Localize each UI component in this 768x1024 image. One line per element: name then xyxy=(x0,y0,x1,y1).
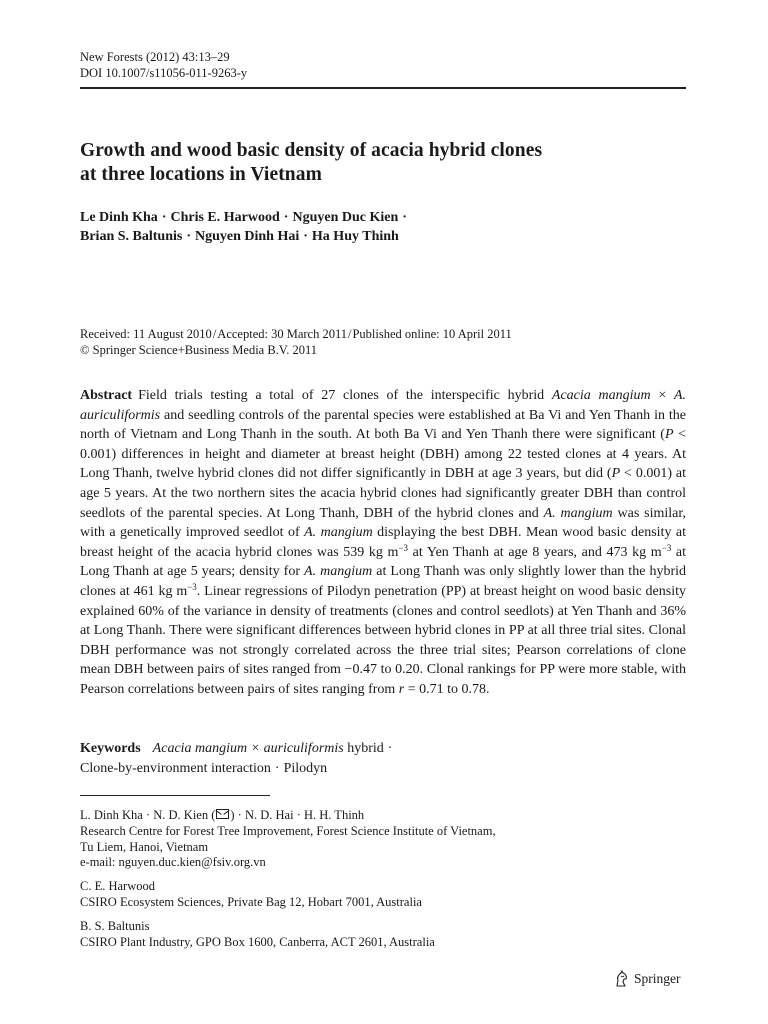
author-name: Chris E. Harwood xyxy=(170,210,280,225)
journal-citation: New Forests (2012) 43:13–29 xyxy=(80,50,230,64)
publisher-mark xyxy=(614,970,681,988)
author-separator: · xyxy=(402,210,407,225)
stat-symbol: r xyxy=(398,681,405,697)
author-name: Nguyen Dinh Hai xyxy=(195,229,300,244)
abstract-text: < 0.001) at age 5 years. At the two northern sites the acacia hybrid clones had significantly greater DBH than control seedlots of the parental species. At Long Thanh, DBH of the hybrid clones and xyxy=(80,466,686,521)
journal-header xyxy=(80,49,247,81)
affiliation-institution: Research Centre for Forest Tree Improvement, Forest Science Institute of Vietnam, xyxy=(80,823,496,838)
abstract-text: = 0.71 to 0.78. xyxy=(404,681,490,697)
keyword: Acacia mangium × auriculiformis xyxy=(152,741,344,756)
abstract-text: and seedling controls of the parental species were established at Ba Vi and Yen Thanh in the north of Vietnam and Long Thanh in the south. At both Ba Vi and Yen Thanh there were significant ( xyxy=(80,407,686,443)
author-name: Ha Huy Thinh xyxy=(311,229,399,244)
accepted-date: Accepted: 30 March 2011 xyxy=(217,327,347,341)
species-name: A. mangium xyxy=(304,564,373,580)
author-line-2 xyxy=(80,227,411,246)
affiliation-institution: CSIRO Plant Industry, GPO Box 1600, Canberra, ACT 2601, Australia xyxy=(80,934,435,949)
affiliation-names: C. E. Harwood xyxy=(80,879,155,893)
affiliation-names: B. S. Baltunis xyxy=(80,919,150,933)
abstract-section xyxy=(80,386,686,700)
abstract-text: Field trials testing a total of 27 clones of the interspecific hybrid xyxy=(138,388,552,403)
affiliation-names xyxy=(80,808,496,824)
unit-exponent: −3 xyxy=(661,542,672,553)
corresponding-email[interactable]: e-mail: nguyen.duc.kien@fsiv.org.vn xyxy=(80,855,266,870)
affiliation-location: Tu Liem, Hanoi, Vietnam xyxy=(80,839,209,854)
keyword-separator: · xyxy=(274,760,280,776)
author-separator: · xyxy=(161,210,167,225)
received-date: Received: 11 August 2010 xyxy=(80,327,212,341)
abstract-text: < 0.001) differences in height and diameter at breast height (DBH) among 22 tested clones at 4 years. At Long Thanh, twelve hybrid clones did not differ significantly in DBH at age 3 years, but did ( xyxy=(80,427,686,482)
abstract-text: at Long Thanh was only slightly lower than the hybrid clones at 461 kg m xyxy=(80,564,686,599)
publication-dates xyxy=(80,326,512,358)
date-line: Received: 11 August 2010/Accepted: 30 March 2011/Published online: 10 April 2011 xyxy=(80,327,512,341)
abstract-text: × xyxy=(650,388,674,403)
abstract-text: displaying the best DBH. Mean wood basic density at breast height of the acacia hybrid clones was 539 kg m xyxy=(80,525,686,560)
affiliation-names-text: L. Dinh Kha · N. D. Kien ( xyxy=(80,808,216,822)
keywords-line-2 xyxy=(80,759,396,779)
species-name: A. auriculiformis xyxy=(80,388,686,423)
stat-symbol: P xyxy=(611,466,621,482)
species-name: Acacia mangium xyxy=(551,388,651,403)
abstract-text: at Yen Thanh at age 8 years, and 473 kg m xyxy=(408,544,662,560)
affiliation-block xyxy=(80,808,496,871)
title-line-1: Growth and wood basic density of acacia hybrid clones xyxy=(80,140,543,161)
author-name: Le Dinh Kha xyxy=(80,210,158,225)
copyright-notice: © Springer Science+Business Media B.V. 2011 xyxy=(80,343,318,357)
springer-horse-icon xyxy=(614,970,630,988)
author-name: Brian S. Baltunis xyxy=(80,229,183,244)
publisher-name: Springer xyxy=(634,971,681,986)
unit-exponent: −3 xyxy=(187,581,197,592)
header-rule xyxy=(80,87,686,89)
author-separator: · xyxy=(283,210,289,225)
abstract-text: was similar, with a genetically improved seedlot of xyxy=(80,505,686,541)
author-separator: · xyxy=(303,229,308,244)
abstract-text: . Linear regressions of Pilodyn penetration (PP) at breast height on wood basic density explained 60% of the variance in density of treatments (clones and control seedlots) at Yen Thanh and 36% at Long Thanh. There were significant differences between hybrid clones in PP at all three trial sites. Clonal DBH performance was not strongly correlated across the three trial sites; Pearson correlations of clone mean DBH between pairs of sites ranged from −0.47 to 0.20. Clonal rankings for PP were more stable, with Pearson correlations between pairs of sites ranging from xyxy=(80,583,686,697)
affiliation-names-text: ) · N. D. Hai · H. H. Thinh xyxy=(230,808,365,822)
species-name: A. mangium xyxy=(304,525,373,541)
affiliation-institution: CSIRO Ecosystem Sciences, Private Bag 12, Hobart 7001, Australia xyxy=(80,894,422,909)
species-name: A. mangium xyxy=(543,505,613,521)
abstract-label: Abstract xyxy=(80,388,133,403)
author-separator: · xyxy=(186,229,191,244)
unit-exponent: −3 xyxy=(398,542,409,553)
author-line-1 xyxy=(80,208,411,227)
keyword-separator: · xyxy=(387,741,393,756)
stat-symbol: P xyxy=(664,427,674,443)
envelope-icon[interactable] xyxy=(216,809,229,819)
keywords-line-1 xyxy=(80,739,396,759)
title-line-2: at three locations in Vietnam xyxy=(80,164,322,185)
keyword: Pilodyn xyxy=(283,760,328,776)
author-name: Nguyen Duc Kien xyxy=(292,210,399,225)
affiliation-block xyxy=(80,879,422,911)
keyword: hybrid xyxy=(343,741,384,756)
article-title xyxy=(80,139,542,187)
footnote-rule xyxy=(80,795,270,796)
keyword: Clone-by-environment interaction xyxy=(80,760,271,776)
keywords-label: Keywords xyxy=(80,741,141,756)
published-date: Published online: 10 April 2011 xyxy=(352,327,512,341)
author-list xyxy=(80,208,411,246)
affiliation-block xyxy=(80,919,435,951)
keywords-section xyxy=(80,739,396,778)
journal-doi: DOI 10.1007/s11056-011-9263-y xyxy=(80,66,248,80)
abstract-text: at Long Thanh at age 5 years; density for xyxy=(80,544,687,580)
